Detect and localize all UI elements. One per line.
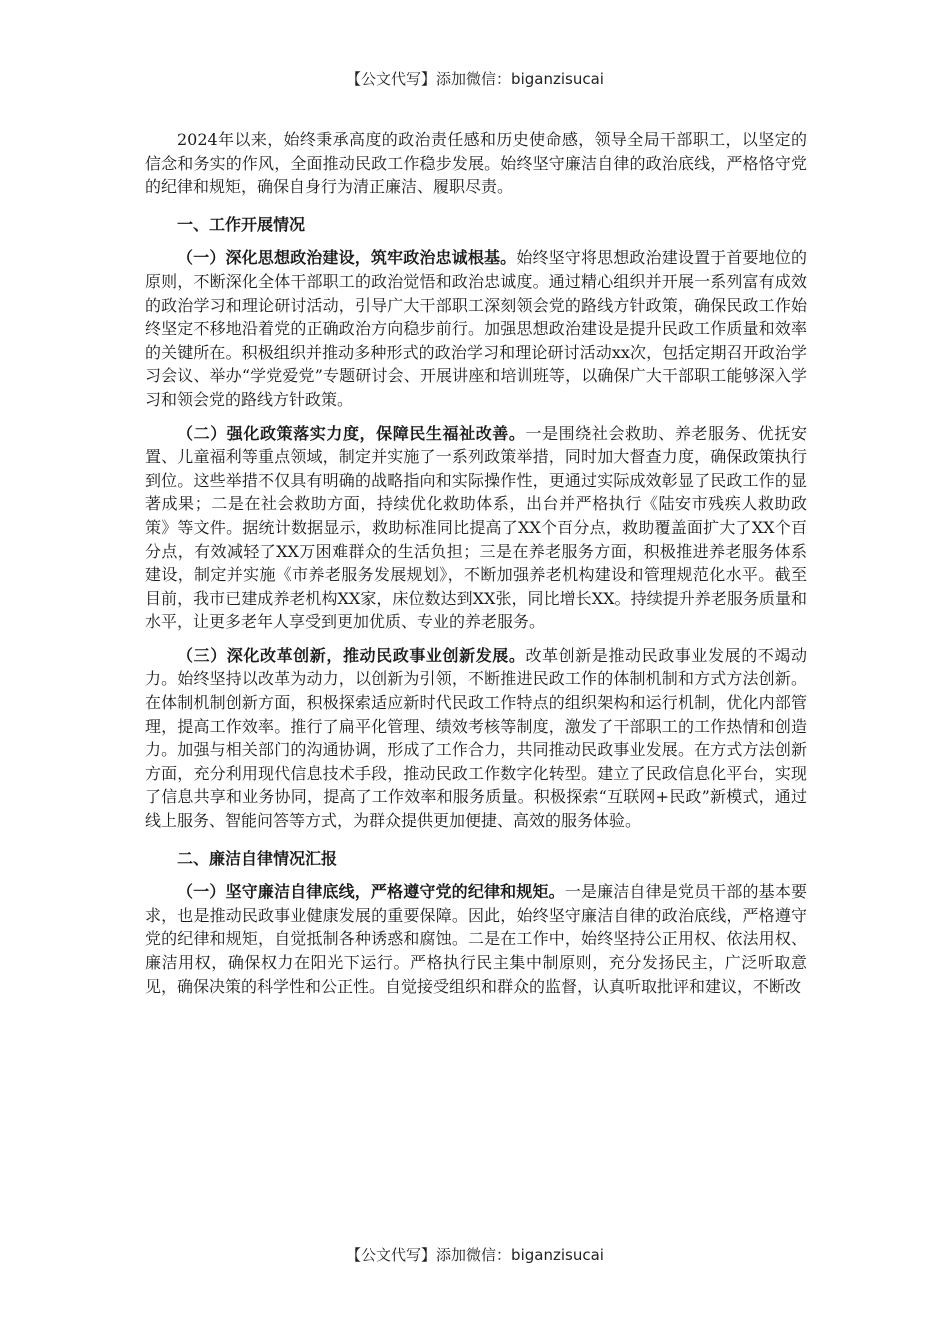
section1-item1-lead: （一）深化思想政治建设，筑牢政治忠诚根基。: [177, 248, 517, 268]
section2-item1-paragraph: [145, 880, 807, 998]
section1-item2-lead: （二）强化政策落实力度，保障民生福祉改善。: [177, 423, 526, 443]
document-body: [145, 128, 807, 998]
section2-item1-lead: （一）坚守廉洁自律底线，严格遵守党的纪律和规矩。: [177, 882, 565, 902]
intro-paragraph: 2024年以来，始终秉承高度的政治责任感和历史使命感，领导全局干部职工，以坚定的信念和务实的作风，全面推动民政工作稳步发展。始终坚守廉洁自律的政治底线，严格恪守党的纪律和规矩，确保自身行为清正廉洁、履职尽责。: [145, 130, 807, 197]
section1-item2-paragraph: [145, 422, 807, 634]
page-footer: 【公文代写】添加微信：biganzisucai: [346, 1246, 604, 1264]
section1-item3-paragraph: [145, 644, 807, 833]
section2-item1-body: 一是廉洁自律是党员干部的基本要求，也是推动民政事业健康发展的重要保障。因此，始终坚守廉洁自律的政治底线，严格遵守党的纪律和规矩，自觉抵制各种诱惑和腐蚀。二是在工作中，始终坚持公正用权、依法用权、廉洁用权，确保权力在阳光下运行。严格执行民主集中制原则，充分发扬民主，广泛听取意见，确保决策的科学性和公正性。自觉接受组织和群众的监督，认真听取批评和建议，不断改: [145, 882, 807, 996]
page-header: 【公文代写】添加微信：biganzisucai: [346, 70, 604, 88]
section-heading-2: 二、廉洁自律情况汇报: [177, 848, 338, 868]
section1-item1-paragraph: [145, 246, 807, 411]
section1-item1-body: 始终坚守将思想政治建设置于首要地位的原则，不断深化全体干部职工的政治觉悟和政治忠诚度。通过精心组织并开展一系列富有成效的政治学习和理论研讨活动，引导广大干部职工深刻领会党的路线方针政策，确保民政工作始终坚定不移地沿着党的正确政治方向稳步前行。加强思想政治建设是提升民政工作质量和效率的关键所在。积极组织并推动多种形式的政治学习和理论研讨活动xx次，包括定期召开政治学习会议、举办“学党爱党”专题研讨会、开展讲座和培训班等，以确保广大干部职工能够深入学习和领会党的路线方针政策。: [145, 248, 807, 409]
section1-item3-body: 改革创新是推动民政事业发展的不竭动力。始终坚持以改革为动力，以创新为引领，不断推进民政工作的体制机制和方式方法创新。在体制机制创新方面，积极探索适应新时代民政工作特点的组织架构和运行机制，优化内部管理，提高工作效率。推行了扁平化管理、绩效考核等制度，激发了干部职工的工作热情和创造力。加强与相关部门的沟通协调，形成了工作合力，共同推动民政事业发展。在方式方法创新方面，充分利用现代信息技术手段，推动民政工作数字化转型。建立了民政信息化平台，实现了信息共享和业务协同，提高了工作效率和服务质量。积极探索“互联网+民政”新模式，通过线上服务、智能问答等方式，为群众提供更加便捷、高效的服务体验。: [145, 645, 807, 831]
section1-item2-body: 一是围绕社会救助、养老服务、优抚安置、儿童福利等重点领域，制定并实施了一系列政策举措，同时加大督查力度，确保政策执行到位。这些举措不仅具有明确的战略指向和实际操作性，更通过实际成效彰显了民政工作的显著成果；二是在社会救助方面，持续优化救助体系，出台并严格执行《陆安市残疾人救助政策》等文件。据统计数据显示，救助标准同比提高了XX个百分点，救助覆盖面扩大了XX个百分点，有效减轻了XX万困难群众的生活负担；三是在养老服务方面，积极推进养老服务体系建设，制定并实施《市养老服务发展规划》，不断加强养老机构建设和管理规范化水平。截至目前，我市已建成养老机构XX家，床位数达到XX张，同比增长XX。持续提升养老服务质量和水平，让更多老年人享受到更加优质、专业的养老服务。: [145, 423, 807, 632]
section1-item3-lead: （三）深化改革创新，推动民政事业创新发展。: [177, 645, 526, 665]
section-heading-1: 一、工作开展情况: [177, 214, 306, 234]
